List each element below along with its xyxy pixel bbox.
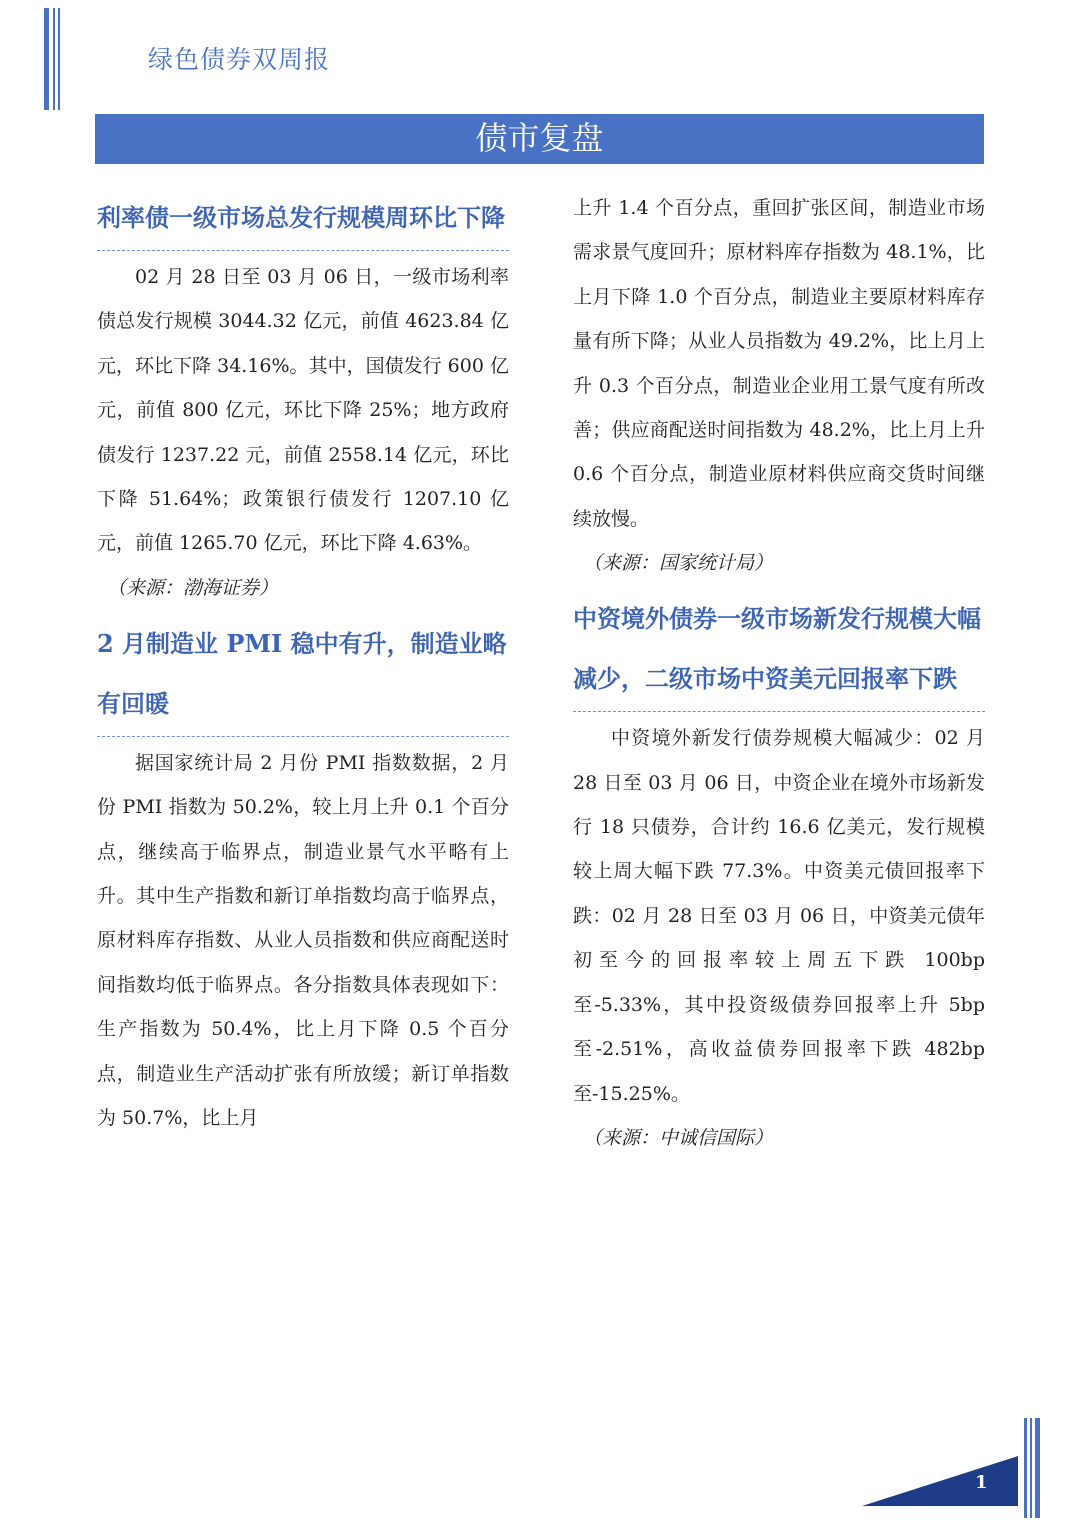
left-column (97, 188, 509, 1141)
page-number: 1 (975, 1472, 988, 1493)
source-note: （来源：国家统计局） (583, 552, 774, 575)
footer-triangle (862, 1456, 1018, 1506)
paragraph-pmi-continued: 上升 1.4 个百分点，重回扩张区间，制造业市场需求景气度回升；原材料库存指数为 48.1%，比上月下降 1.0 个百分点，制造业主要原材料库存量有所下降；从业人员指数为 49.2%，比上月上升 0.3 个百分点，制造业企业用工景气度有所改善；供应商配送时间指数为 48.2%，比上月上升 0.6 个百分点，制造业原材料供应商交货时间继续放慢。 (573, 197, 985, 530)
footer-bar-1 (1024, 1418, 1027, 1518)
section-heading-pmi: 2 月制造业 PMI 稳中有升，制造业略有回暖 (97, 628, 507, 718)
paragraph-offshore-bonds: 中资境外新发行债券规模大幅减少：02 月 28 日至 03 月 06 日，中资企业在境外市场新发行 18 只债券，合计约 16.6 亿美元，发行规模较上周大幅下跌 77.3%。中资美元债回报率下跌：02 月 28 日至 03 月 06 日，中资美元债年初至今的回报率较上周五下跌 100bp 至-5.33%，其中投资级债券回报率上升 5bp 至-2.51%，高收益债券回报率下跌 482bp 至-15.25%。 (573, 727, 985, 1105)
source-note: （来源：渤海证券） (107, 576, 279, 599)
footer-bar-2 (1030, 1418, 1032, 1518)
footer-bar-3 (1035, 1418, 1040, 1518)
header-title: 绿色债券双周报 (148, 45, 331, 74)
section-heading-rate-bonds: 利率债一级市场总发行规模周环比下降 (97, 203, 505, 232)
section-heading-offshore-bonds: 中资境外债券一级市场新发行规模大幅减少，二级市场中资美元回报率下跌 (573, 604, 981, 694)
header-bar-3 (58, 8, 60, 110)
paragraph-pmi: 据国家统计局 2 月份 PMI 指数数据，2 月份 PMI 指数为 50.2%，较上月上升 0.1 个百分点，继续高于临界点，制造业景气水平略有上升。其中生产指数和新订单指数均高于临界点，原材料库存指数、从业人员指数和供应商配送时间指数均低于临界点。各分指数具体表现如下：生产指数为 50.4%，比上月下降 0.5 个百分点，制造业生产活动扩张有所放缓；新订单指数为 50.7%，比上月 (97, 751, 509, 1130)
section-divider (97, 736, 509, 737)
header-bar-2 (53, 8, 55, 110)
source-note: （来源：中诚信国际） (583, 1126, 774, 1149)
paragraph-rate-bonds: 02 月 28 日至 03 月 06 日，一级市场利率债总发行规模 3044.32 亿元，前值 4623.84 亿元，环比下降 34.16%。其中，国债发行 600 亿元，前值 800 亿元，环比下降 25%；地方政府债发行 1237.22 元，前值 2558.14 亿元，环比下降 51.64%；政策银行债发行 1207.10 亿元，前值 1265.70 亿元，环比下降 4.63%。 (97, 266, 509, 555)
section-divider (573, 711, 985, 712)
section-banner: 债市复盘 (95, 114, 984, 164)
right-column (573, 186, 985, 1164)
header-bar-1 (44, 8, 49, 110)
section-divider (97, 250, 509, 251)
